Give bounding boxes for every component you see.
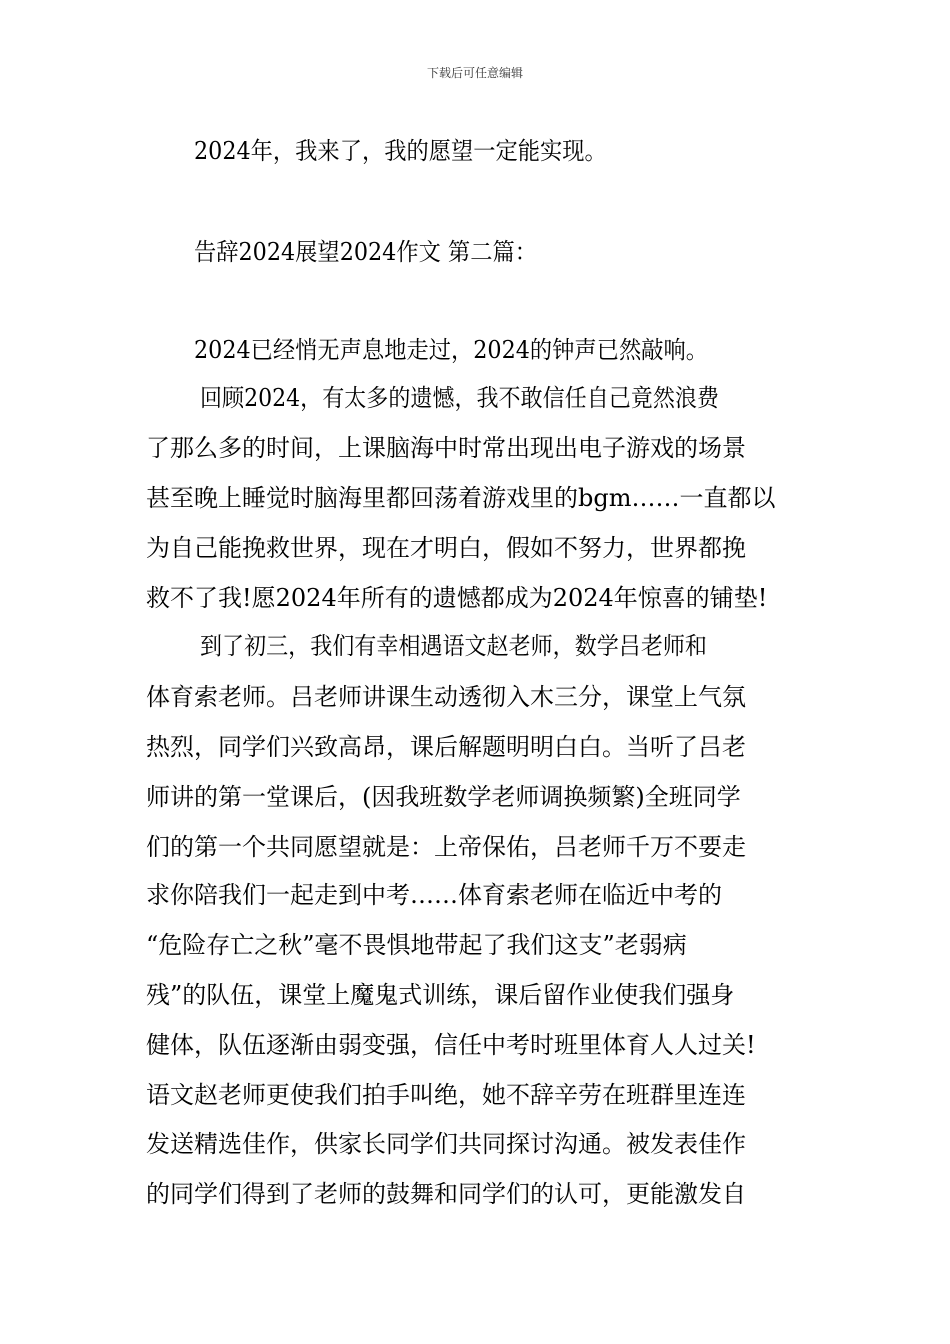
text-line: 甚至晚上睡觉时脑海里都回荡着游戏里的bgm……一直都以 <box>146 484 776 512</box>
text-line: 体育索老师。吕老师讲课生动透彻入木三分，课堂上气氛 <box>146 683 746 711</box>
text-line: 2024已经悄无声息地走过，2024的钟声已然敲响。 <box>194 336 708 364</box>
text-line: 师讲的第一堂课后，(因我班数学老师调换频繁)全班同学 <box>146 783 741 811</box>
text-line: 求你陪我们一起走到中考……体育索老师在临近中考的 <box>146 881 722 909</box>
text-line: 救不了我!愿2024年所有的遗憾都成为2024年惊喜的铺垫! <box>146 584 768 612</box>
text-line: 语文赵老师更使我们拍手叫绝，她不辞辛劳在班群里连连 <box>146 1081 746 1109</box>
text-line: 到了初三，我们有幸相遇语文赵老师，数学吕老师和 <box>200 632 707 660</box>
text-line: 健体，队伍逐渐由弱变强，信任中考时班里体育人人过关! <box>146 1031 756 1059</box>
text-line: 为自己能挽救世界，现在才明白，假如不努力，世界都挽 <box>146 534 746 562</box>
text-line: 残”的队伍，课堂上魔鬼式训练，课后留作业使我们强身 <box>146 981 735 1009</box>
text-line: 发送精选佳作，供家长同学们共同探讨沟通。被发表佳作 <box>146 1130 746 1158</box>
text-line: 的同学们得到了老师的鼓舞和同学们的认可，更能激发自 <box>146 1180 746 1208</box>
text-line: 们的第一个共同愿望就是：上帝保佑，吕老师千万不要走 <box>146 833 746 861</box>
page-header: 下载后可任意编辑 <box>426 66 523 80</box>
text-line: 热烈，同学们兴致高昂，课后解题明明白白。当听了吕老 <box>146 733 746 761</box>
text-line: 2024年，我来了，我的愿望一定能实现。 <box>194 137 607 165</box>
text-line: 回顾2024，有太多的遗憾，我不敢信任自己竟然浪费 <box>200 384 719 412</box>
section-heading: 告辞2024展望2024作文 第二篇： <box>194 238 537 266</box>
text-line: 了那么多的时间，上课脑海中时常出现出电子游戏的场景 <box>146 434 746 462</box>
text-line: “危险存亡之秋”毫不畏惧地带起了我们这支”老弱病 <box>146 931 687 959</box>
